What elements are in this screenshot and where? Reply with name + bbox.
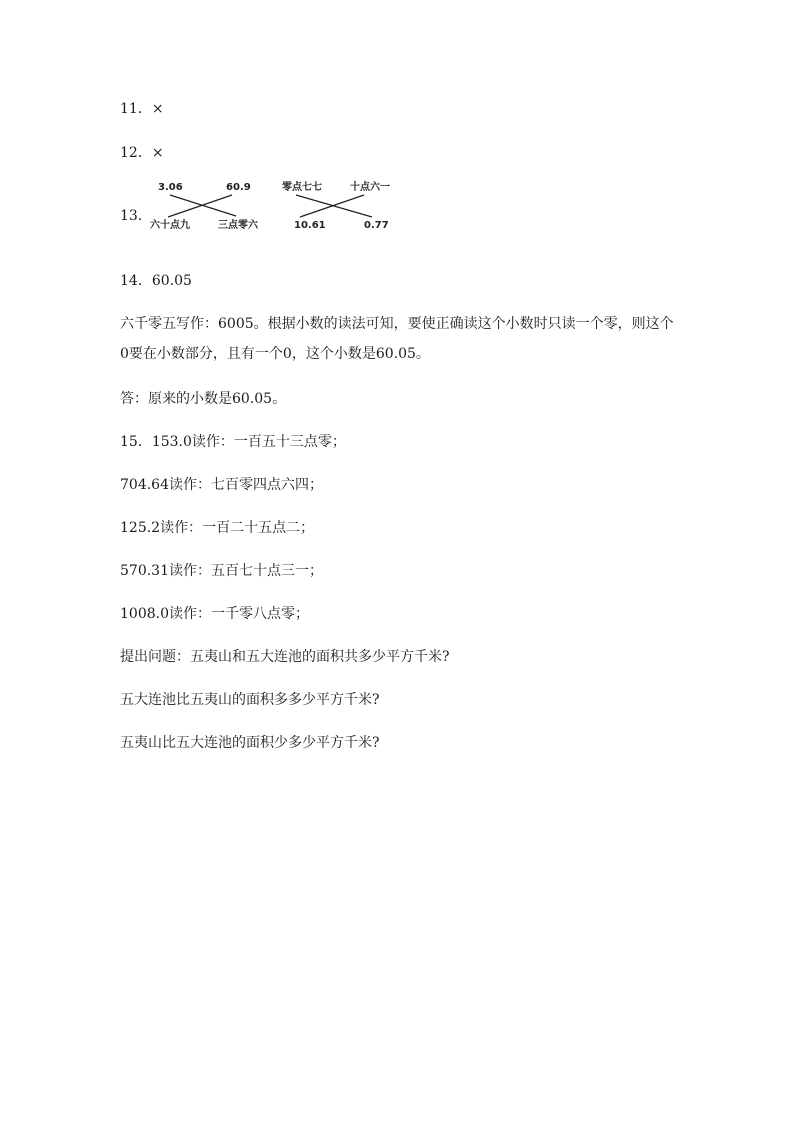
- answer-15-reading-3: 125.2读作：一百二十五点二；: [120, 520, 315, 536]
- answer-15-question-1: 提出问题：五夷山和五大连池的面积共多少平方千米?: [120, 649, 450, 665]
- answer-15-reading-2: 704.64读作：七百零四点六四；: [120, 477, 323, 493]
- answer-14: 14．60.05: [120, 273, 192, 289]
- match-label: 10.61: [294, 220, 326, 231]
- answer-14-explanation-line-1: 六千零五写作：6005。根据小数的读法可知，要使正确读这个小数时只读一个零，则这个: [120, 316, 674, 332]
- answer-14-explanation-line-2: 0要在小数部分，且有一个0，这个小数是60.05。: [120, 346, 430, 362]
- answer-14-conclusion: 答：原来的小数是60.05。: [120, 391, 287, 407]
- matching-figure: [146, 178, 390, 238]
- match-line: [300, 195, 364, 217]
- answer-15-reading-4: 570.31读作：五百七十点三一；: [120, 563, 323, 579]
- match-line: [168, 195, 232, 217]
- answer-15-question-2: 五大连池比五夷山的面积多多少平方千米?: [120, 692, 380, 708]
- answer-15-reading-1: 15．153.0读作：一百五十三点零；: [120, 434, 346, 450]
- answer-15-reading-5: 1008.0读作：一千零八点零；: [120, 606, 309, 622]
- match-line: [296, 195, 372, 217]
- answer-15-question-3: 五夷山比五大连池的面积少多少平方千米?: [120, 735, 380, 751]
- match-label: 3.06: [158, 182, 183, 193]
- match-label: 三点零六: [218, 220, 258, 231]
- answer-12: 12．×: [120, 145, 164, 161]
- match-label: 60.9: [226, 182, 251, 193]
- match-label: 六十点九: [150, 220, 190, 231]
- match-label: 十点六一: [350, 182, 390, 193]
- match-label: 0.77: [364, 220, 389, 231]
- answer-13-label: 13．: [120, 208, 152, 224]
- answer-11: 11．×: [120, 101, 164, 117]
- match-label: 零点七七: [282, 182, 322, 193]
